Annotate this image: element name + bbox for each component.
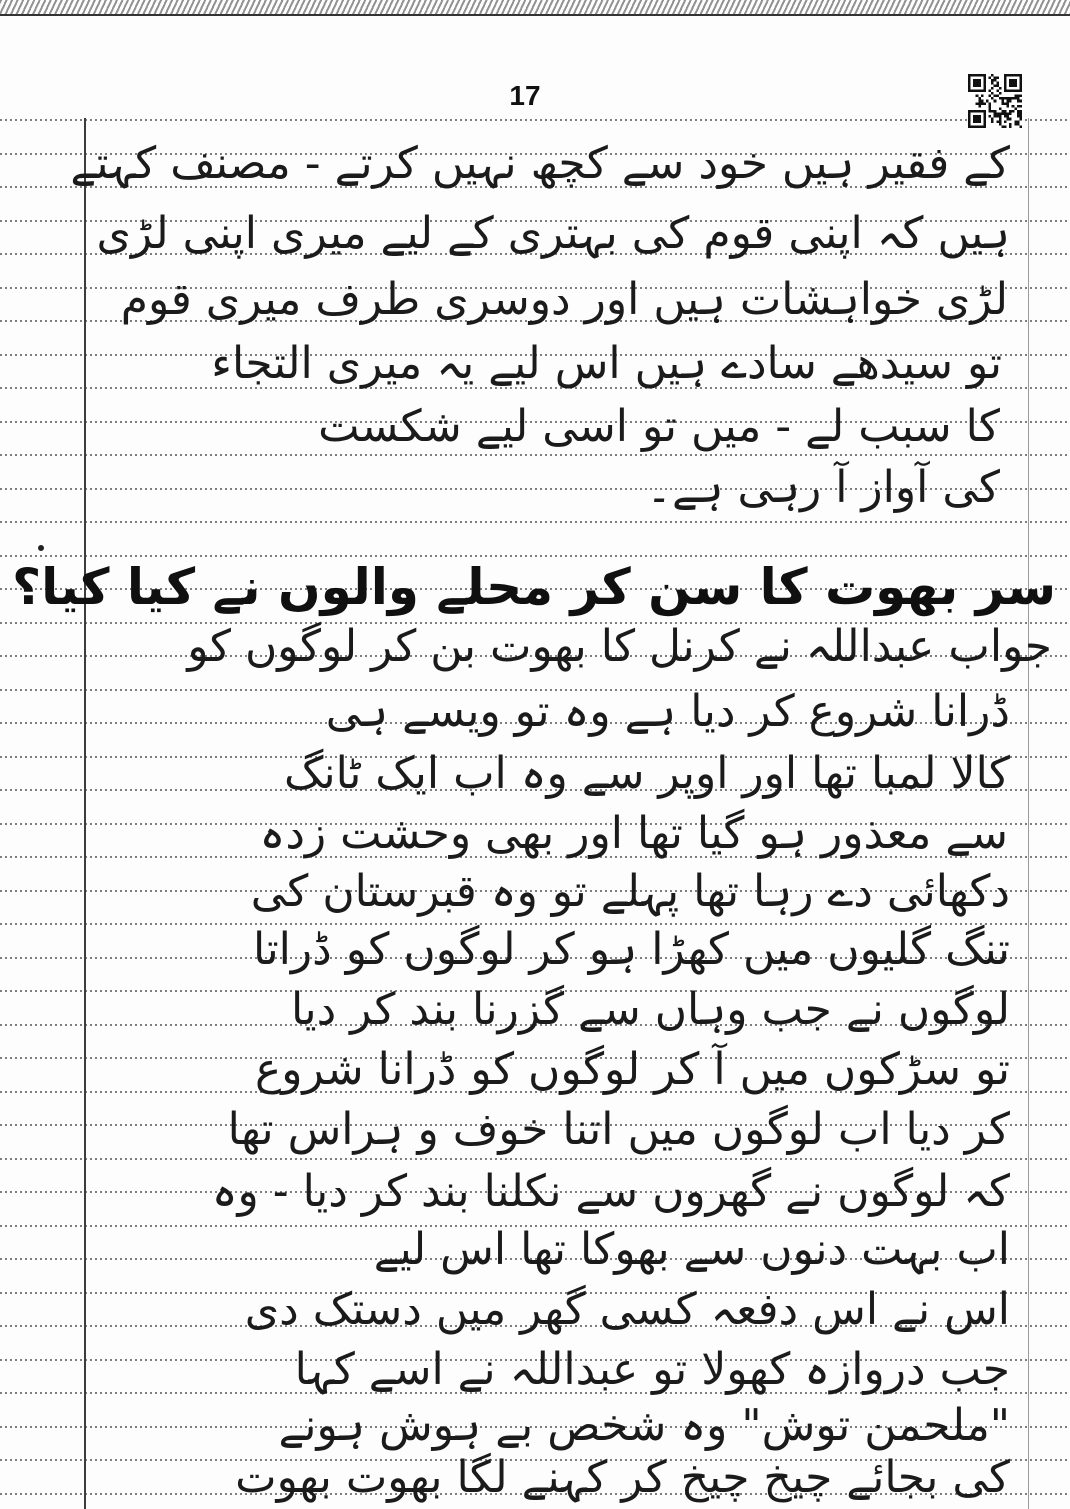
paragraph-2-line-2: ڈرانا شروع کر دیا ہے وہ تو ویسے ہی [325, 686, 1010, 737]
paragraph-1-line-4: تو سیدھے سادے ہیں اس لیے یہ میری التجاء [211, 338, 1002, 389]
paragraph-1-line-1: کے فقیر ہیں خود سے کچھ نہیں کرتے - مصنف کہتے [70, 138, 1010, 189]
paragraph-2-line-7: لوگوں نے جب وہاں سے گزرنا بند کر دیا [290, 984, 1010, 1035]
paragraph-1-line-3: لڑی خواہشات ہیں اور دوسری طرف میری قوم [120, 274, 1008, 325]
paragraph-1-line-5: کا سبب لے - میں تو اسی لیے شکست [318, 401, 1000, 452]
margin-line [84, 118, 86, 1509]
paragraph-2-line-5: دکھائی دے رہا تھا پہلے تو وہ قبرستان کی [250, 866, 1010, 917]
page-number: 17 [509, 80, 541, 111]
paragraph-2-line-9: کر دیا اب لوگوں میں اتنا خوف و ہراس تھا [227, 1104, 1010, 1155]
paragraph-2-line-8: تو سڑکوں میں آ کر لوگوں کو ڈرانا شروع [255, 1044, 1010, 1095]
question-heading: سر بھوت کا سن کر محلے والوں نے کیا کیا؟ [12, 558, 1056, 616]
paragraph-2-line-14: "ملحمن توش" وہ شخص بے ہوش ہونے [278, 1400, 1010, 1451]
torn-top-edge [0, 0, 1070, 14]
paragraph-1-line-2: ہیں کہ اپنی قوم کی بہتری کے لیے میری اپنی لڑی [96, 208, 1010, 259]
paragraph-2-line-15: کی بجائے چیخ چیخ کر کہنے لگا بھوت بھوت [235, 1452, 1010, 1503]
paragraph-2-line-13: جب دروازہ کھولا تو عبداللہ نے اسے کہا [294, 1344, 1010, 1395]
top-rule-line [0, 14, 1070, 16]
paragraph-1-line-6: کی آواز آ رہی ہے۔ [646, 462, 1000, 513]
paragraph-2-line-11: اب بہت دنوں سے بھوکا تھا اس لیے [373, 1224, 1010, 1275]
right-margin-line [1028, 118, 1029, 1509]
paragraph-2-line-1: جواب عبداللہ نے کرنل کا بھوت بن کر لوگوں کو [187, 621, 1052, 672]
paragraph-2-line-12: اس نے اس دفعہ کسی گھر میں دستک دی [244, 1284, 1010, 1335]
qr-code-icon [968, 74, 1022, 128]
paragraph-2-line-4: سے معذور ہو گیا تھا اور بھی وحشت زدہ [259, 808, 1008, 859]
paragraph-2-line-3: کالا لمبا تھا اور اوپر سے وہ اب ایک ٹانگ [284, 748, 1010, 799]
paragraph-2-line-10: کہ لوگوں نے گھروں سے نکلنا بند کر دیا - وہ [211, 1166, 1010, 1217]
ink-dot [38, 545, 44, 551]
paragraph-2-line-6: تنگ گلیوں میں کھڑا ہو کر لوگوں کو ڈراتا [253, 924, 1010, 975]
